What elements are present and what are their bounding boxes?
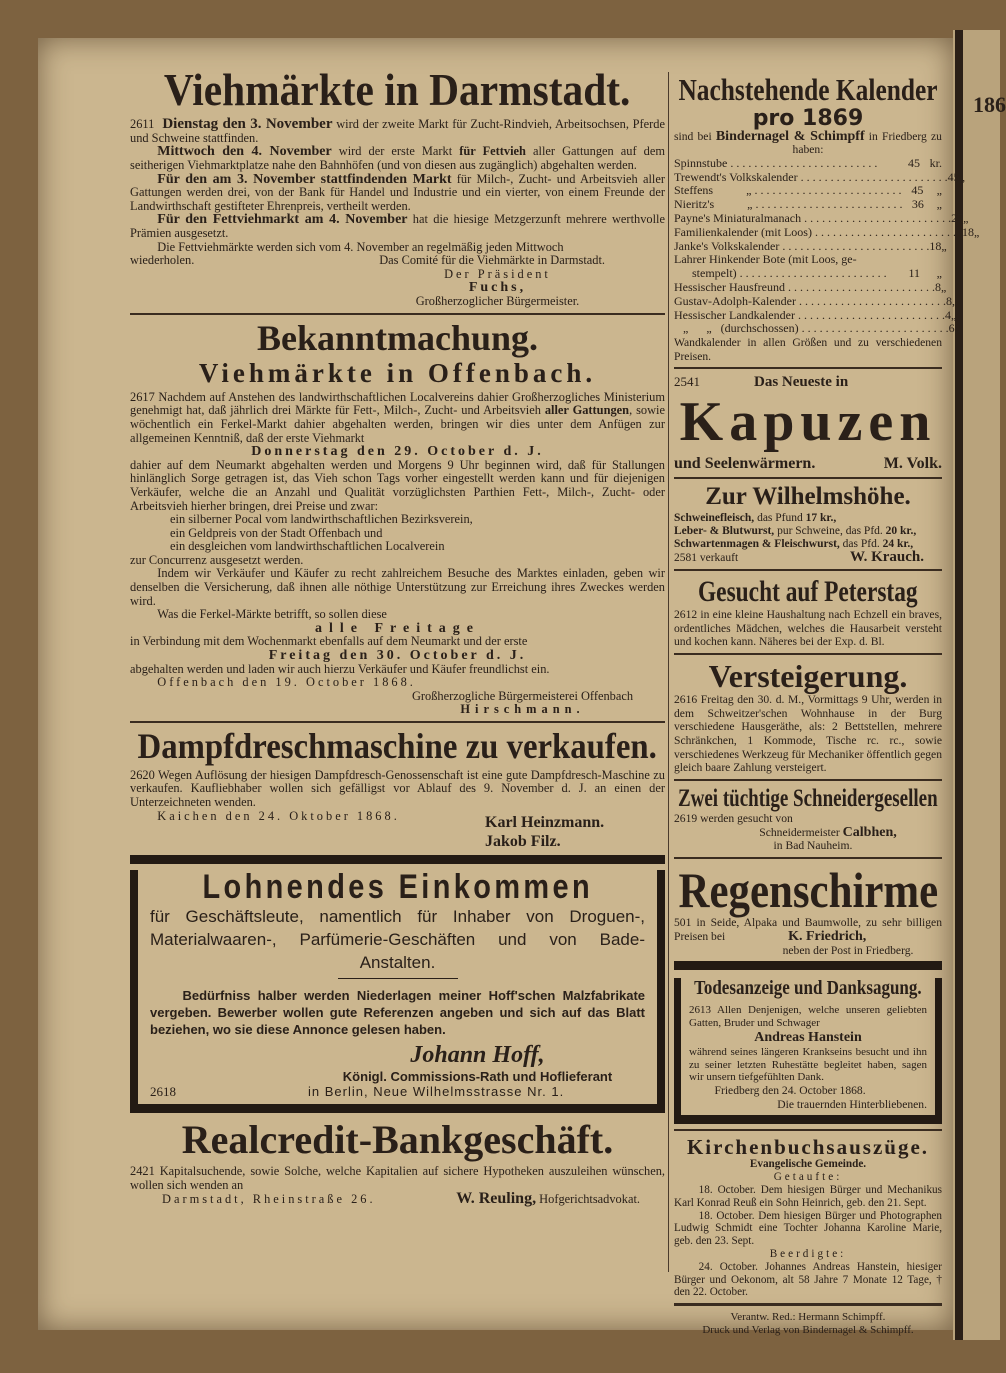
peterstag-title: Gesucht auf Peterstag — [698, 575, 918, 609]
kalender-name: „ „ (durchschossen) . . . — [674, 322, 949, 336]
product: Schwartenmagen & Fleischwurst, — [674, 538, 840, 551]
kalender-item — [674, 184, 942, 198]
kalender-item — [674, 224, 980, 240]
text: zur Concurrenz ausgesetzt werden. — [130, 552, 304, 567]
divider — [674, 653, 942, 655]
date-lead: Dienstag den 3. November — [162, 116, 333, 133]
text: Wegen Auflösung der hiesigen Dampfdresch-Genossenschaft ist eine gute Dampfdresch-Maschine zu verkaufen. Kaufliebhaber wollen sich gefälligst vor Ablauf des 9. November d. J. an einen der Unterzeichneten wenden. — [130, 767, 665, 809]
kalender-price — [894, 253, 920, 267]
text: in Friedberg zu haben: — [792, 129, 942, 157]
box-border-top — [130, 855, 665, 864]
date-lead: Mittwoch den 4. November — [157, 144, 332, 160]
text: in Verbindung mit dem Wochenmarkt ebenfalls auf dem Neumarkt und der erste — [130, 634, 528, 649]
signature-name: M. Volk. — [883, 455, 942, 473]
signature-role: Hofgerichtsadvokat. — [539, 1192, 640, 1207]
market-date: Freitag den 30. October d. J. — [268, 648, 527, 664]
kalender-unit: kr. — [929, 155, 942, 170]
place: in Bad Nauheim. — [773, 839, 853, 853]
kalender-item — [674, 267, 942, 281]
text: Freitag den 30. d. M., Vormittags 9 Uhr, werden in dem Schweitzer'schen Wohnhause in der Burg verschiedene Hausgeräthe, als: 2 Bettstellen, mehrere Schränkchen, 1 Kommode, Tische rc. rc., sowie verschiedenes Werkzeug für Mechaniker öffentlich gegen gleich baare Zahlung versteigert. — [674, 693, 942, 775]
price: 24 kr., — [882, 538, 914, 551]
adjacent-page-year: 186 — [973, 92, 1006, 117]
text: abgehalten werden und laden wir auch hierzu Verkäufer und Käufer freundlichst ein. — [130, 661, 550, 676]
kalender-unit: „ — [973, 224, 980, 239]
kalender-price: 11 — [908, 266, 920, 281]
product: Leber- & Blutwurst, — [674, 525, 775, 538]
text: Was die Ferkel-Märkte betrifft, so sollen diese — [157, 607, 387, 622]
kalender-price: 45 — [947, 169, 960, 184]
kirche-heading-baptized: Getaufte: — [773, 1171, 843, 1184]
hoff-title: Lohnendes Einkommen — [202, 867, 593, 906]
signature-title: Der Präsident — [444, 266, 551, 281]
ad-number: 2611 — [130, 117, 155, 132]
kirche-heading-buried: Beerdigte: — [769, 1247, 847, 1260]
ad-number: 2620 — [130, 767, 155, 782]
box-border-top — [674, 961, 942, 970]
imprint-publisher: Druck und Verlag von Bindernagel & Schimpff. — [702, 1324, 914, 1337]
imprint-editor: Verantw. Red.: Hermann Schimpff. — [730, 1311, 886, 1324]
kalender-unit: „ — [941, 238, 947, 253]
box-border-bottom — [674, 1115, 942, 1124]
darmstadt-title: Viehmärkte in Darmstadt. — [164, 64, 631, 115]
market-date: Donnerstag den 29. October d. J. — [251, 444, 544, 460]
date-lead: Für den am 3. November stattfindenden Markt — [157, 171, 452, 187]
text: , sowie wöchentlich ein Ferkel-Markt dahier abgehalten werden, bringen wir dies unter dem Anfügen zur allgemeinen Kenntniß, daß der erste Viehmarkt — [130, 403, 665, 445]
text: werden gesucht von — [700, 812, 793, 826]
kalender-item — [674, 293, 958, 309]
text: sind bei — [674, 129, 716, 143]
kalender-name: Janke's Volkskalender . . . — [674, 240, 929, 254]
publisher-name: Bindernagel & Schimpff — [715, 128, 865, 144]
kalender-title: Nachstehende Kalender — [678, 72, 938, 107]
kalender-name: Steffens „ . . . — [674, 184, 901, 198]
kalender-year: pro 1869 — [752, 105, 864, 131]
price: 17 kr., — [805, 512, 837, 525]
kalender-price: 45 — [908, 155, 920, 170]
ad-number: 2619 — [674, 812, 698, 826]
kirche-entry: 24. October. Johannes Andreas Hanstein, hiesiger Bürger und Oekonom, alt 58 Jahre 7 Monate 12 Tage, † den 22. October. — [674, 1260, 942, 1299]
place-date: Offenbach den 19. October 1868. — [157, 675, 416, 690]
hoff-signature: Johann Hoff, — [410, 1042, 545, 1069]
kalender-name: stempelt) . . . — [674, 267, 894, 281]
prize-list — [130, 513, 665, 554]
text: in Seide, Alpaka und Baumwolle, zu sehr billigen Preisen bei — [674, 916, 942, 943]
text: aller Gattungen auf dem seitherigen Viehmarktplatze nahe den Bahnhöfen (und von diesen aus zugänglich) abgehalten werden. — [130, 144, 665, 173]
signature-name: W. Reuling, — [456, 1190, 537, 1208]
kalender-item — [674, 211, 969, 226]
text: Kapitalsuchende, sowie Solche, welche Kapitalien auf sichere Hypotheken auszuleihen wünschen, wollen sich wenden an — [130, 1164, 665, 1192]
kapuzen-ad — [674, 374, 942, 473]
wilhelm-ad — [674, 512, 942, 565]
signature: Die trauernden Hinterbliebenen. — [777, 1097, 927, 1111]
kalender-price: 6 — [948, 321, 955, 336]
ad-number: 2616 — [674, 693, 698, 707]
text: Allen Denjenigen, welche unseren geliebten Gatten, Bruder und Schwager — [689, 1004, 927, 1029]
ad-number: 2581 — [674, 552, 697, 565]
dampf-title-wrap — [130, 728, 665, 766]
versteigerung-title: Versteigerung. — [708, 657, 908, 694]
kalender-unit: „ — [963, 211, 969, 226]
piglet-market-days: alle Freitage — [315, 620, 480, 636]
kalender-title-wrap — [674, 74, 942, 107]
offenbach-subtitle-wrap — [130, 359, 665, 387]
signature-name: Jakob Filz. — [485, 832, 561, 850]
text: Schneidermeister — [759, 825, 843, 839]
prize-item: ein Geldpreis von der Stadt Offenbach und — [170, 525, 383, 540]
kalender-item — [674, 157, 942, 171]
kalender-item — [674, 307, 957, 323]
darmstadt-title-wrap — [130, 66, 665, 114]
versteigerung-title-wrap — [674, 657, 942, 694]
ad-number: 2612 — [674, 607, 698, 621]
kapuzen-title: Kapuzen — [679, 391, 937, 454]
right-column — [674, 72, 980, 1337]
bold-text: aller Gattungen — [544, 403, 630, 418]
realcredit-title: Realcredit-Bankgeschäft. — [181, 1117, 614, 1163]
place-date: Friedberg den 24. October 1868. — [714, 1084, 866, 1098]
kalender-price-list — [674, 155, 980, 336]
schneider-title-wrap — [674, 786, 942, 812]
place-date: Kaichen den 24. Oktober 1868. — [157, 808, 400, 823]
text: das Pfd. — [839, 538, 883, 551]
kalender-price: 8 — [934, 280, 941, 294]
realcredit-title-wrap — [130, 1119, 665, 1161]
wilhelm-title: Zur Wilhelmshöhe. — [705, 483, 911, 511]
ad-number: 501 — [674, 916, 692, 930]
divider — [674, 367, 942, 369]
kalender-item — [674, 253, 942, 267]
text: Wandkalender in allen Größen und zu verschiedenen Preisen. — [674, 336, 942, 363]
kalender-item — [674, 238, 947, 254]
signature-name: Hirschmann. — [460, 702, 585, 717]
prize-item: ein desgleichen vom landwirthschaftlichen Localverein — [170, 539, 445, 554]
deceased-name: Andreas Hanstein — [754, 1029, 862, 1045]
kalender-unit: „ — [936, 183, 942, 198]
kirche-title-wrap — [674, 1136, 942, 1158]
text: Das Neueste in — [754, 374, 849, 391]
kalender-name: Gustav-Adolph-Kalender . . . — [674, 295, 946, 309]
kalender-name: Hessischer Hausfreund . . . — [674, 281, 935, 295]
signature-name: Fuchs, — [468, 280, 527, 296]
signature-committee: Das Comité für die Viehmärkte in Darmstadt. — [379, 253, 605, 268]
text: wiederholen. — [130, 253, 195, 268]
address: Darmstadt, Rheinstraße 26. — [162, 1192, 376, 1207]
box-border-bottom — [130, 1104, 665, 1113]
text: und Seelenwärmern. — [674, 455, 816, 473]
tod-title: Todesanzeige und Danksagung. — [694, 977, 922, 1000]
divider — [674, 857, 942, 859]
kalender-unit — [920, 253, 942, 267]
kalender-item — [674, 169, 965, 185]
kalender-unit: „ — [936, 197, 942, 212]
prize-item: ein silberner Pocal vom landwirthschaftlichen Bezirksverein, — [170, 512, 473, 527]
signature-name: Calbhen, — [842, 824, 897, 840]
hoff-subtitle: für Geschäftsleute, namentlich für Inhaber von Droguen-, Materialwaaren-, Parfümerie-Geschäften und von Bade-Anstalten. — [150, 907, 645, 973]
kalender-price: 18 — [961, 224, 974, 239]
peterstag-title-wrap — [674, 576, 942, 608]
kirche-subtitle: Evangelische Gemeinde. — [749, 1158, 867, 1171]
kalender-name: Spinnstube . . . — [674, 157, 894, 171]
text: Die Fettviehmärkte werden sich vom 4. November an regelmäßig jeden Mittwoch — [157, 239, 564, 254]
kalender-unit: „ — [936, 266, 942, 281]
kalender-unit: „ — [940, 280, 947, 294]
kirche-entry: 18. October. Dem hiesigen Bürger und Mechanikus Karl Konrad Reuß ein Sohn Heinrich, geb. den 21. Sept. — [674, 1183, 942, 1209]
offenbach-title: Bekanntmachung. — [256, 317, 539, 358]
divider — [338, 978, 458, 979]
kirche-entry: 18. October. Dem hiesigen Bürger und Photographen Ludwig Schmidt eine Tochter Johanna Karoline Marie, geb. den 23. Sept. — [674, 1209, 942, 1248]
divider — [130, 313, 665, 315]
hoff-title-wrap — [138, 867, 657, 906]
signature-role: Großherzoglicher Bürgermeister. — [415, 294, 580, 309]
dampf-title: Dampfdreschmaschine zu verkaufen. — [137, 726, 658, 766]
kalender-name: Lahrer Hinkender Bote (mit Loos, ge- — [674, 252, 857, 267]
kirche-notice — [674, 1158, 942, 1299]
kalender-price: 4 — [944, 307, 951, 322]
ad-number: 2617 — [130, 389, 155, 404]
darmstadt-notice — [130, 118, 665, 308]
kalender-unit: „ — [959, 169, 965, 184]
text: wird der erste Markt — [331, 144, 460, 159]
kalender-price: 18 — [929, 238, 942, 253]
kalender-price: 45 — [911, 183, 924, 198]
kalender-item — [674, 280, 947, 295]
text: dahier auf dem Neumarkt abgehalten werden und Morgens 9 Uhr beginnen wird, daß für Stallungen hinlänglich Sorge getragen ist, das Vieh schon Tags vorher eingestellt werden kann und für diejenigen Verkäufer, welche die an Anzahl und Qualität vorzüglichsten Parthien Fett-, Milch-, Zucht- oder Arbeitsvieh hierher bringen, drei Preise und zwar: — [130, 457, 665, 513]
price: 20 kr., — [885, 525, 917, 538]
kalender-name: Hessischer Landkalender . . . — [674, 309, 945, 323]
column-divider — [668, 72, 669, 1272]
signature-name: K. Friedrich, — [788, 928, 867, 944]
offenbach-notice — [130, 391, 665, 717]
kalender-item — [674, 198, 942, 212]
signature-name: Karl Heinzmann. — [485, 813, 605, 831]
kalender-unit: „ — [950, 307, 957, 322]
text: wird der zweite Markt für Zucht-Rindvieh, Arbeitsochsen, Pferde und Schweine stattfinden. — [130, 117, 665, 145]
bold-text: für Fettvieh — [459, 144, 526, 159]
text: verkauft — [699, 552, 739, 565]
ad-number: 2618 — [150, 1084, 176, 1100]
peterstag-ad — [674, 608, 942, 649]
text: während seines längeren Krankseins besucht und ihn zu seiner letzten Ruhestätte begleitet haben, sagen wir unsern tiefgefühlten Dank. — [689, 1045, 927, 1084]
ad-number: 2541 — [674, 374, 700, 390]
offenbach-title-wrap — [130, 317, 665, 358]
kirche-title: Kirchenbuchsauszüge. — [686, 1135, 930, 1160]
kalender-price: 27 — [951, 211, 964, 226]
schneider-ad — [674, 812, 942, 853]
text: Nachdem auf Anstehen des landwirthschaftlichen Localvereins dahier Großherzogliches Ministerium genehmigt hat, daß jährlich drei Märkte für Fett-, Milch-, Zucht- und Arbeitsvieh — [130, 389, 665, 418]
hoff-address: in Berlin, Neue Wilhelmsstrasse Nr. 1. — [308, 1084, 565, 1100]
hoff-role: Königl. Commissions-Rath und Hoflieferant — [342, 1069, 613, 1085]
kalender-name: Trewendt's Volkskalender . . . — [674, 171, 948, 185]
kalender-name: Familienkalender (mit Loos) . . . — [674, 226, 962, 240]
tod-title-wrap — [689, 978, 927, 999]
divider — [674, 779, 942, 781]
left-column — [130, 66, 665, 1207]
kalender-price: 8 — [945, 293, 952, 308]
dampf-notice — [130, 769, 665, 851]
price-line — [674, 512, 942, 525]
kalender-unit: „ — [951, 293, 958, 308]
divider — [674, 1303, 942, 1306]
versteigerung-ad — [674, 693, 942, 775]
hoff-text: Bedürfniss halber werden Niederlagen meiner Hoff'schen Malzfabrikate vergeben. Bewerber wollen gute Referenzen angeben und sich auf das Blatt beziehen, wo sie diese Annonce gelesen haben. — [150, 988, 645, 1038]
product: Schweinefleisch, — [674, 512, 755, 525]
ad-number: 2613 — [689, 1004, 711, 1017]
text: das Pfund — [754, 512, 806, 525]
imprint — [674, 1311, 942, 1337]
text: in eine kleine Haushaltung nach Echzell ein braves, ordentliches Mädchen, welches die Hausarbeit versteht und kochen kann. Näheres bei der Exp. d. Bl. — [674, 607, 942, 649]
kapuzen-title-wrap — [674, 393, 942, 452]
text: hat die hiesige Metzgerzunft mehrere werthvolle Prämien ausgesetzt. — [130, 212, 665, 241]
realcredit-notice — [130, 1165, 665, 1207]
signature-name: W. Krauch. — [849, 549, 924, 566]
place: neben der Post in Friedberg. — [782, 943, 914, 957]
hoff-ad — [130, 867, 665, 1105]
divider — [674, 1129, 942, 1131]
regen-title: Regenschirme — [678, 861, 938, 918]
signature-office: Großherzogliche Bürgermeisterei Offenbach — [411, 688, 634, 703]
kalender-year-wrap — [674, 107, 942, 130]
text: pur Schweine, das Pfd. — [774, 525, 886, 538]
kalender-unit: „ — [954, 321, 960, 336]
wilhelm-title-wrap — [674, 484, 942, 510]
divider — [674, 477, 942, 479]
kalender-price: 36 — [911, 197, 924, 212]
text: für Milch-, Zucht- und Arbeitsvieh aller Gattungen werden drei, von der Bank für Handel und Industrie und ein vierter, von einem Freunde der Landwirthschaft gestifteter Ehrenpreis, vertheilt werden. — [130, 171, 666, 213]
kalender-name: Payne's Miniaturalmanach . . . — [674, 212, 951, 226]
regen-title-wrap — [674, 861, 942, 918]
divider — [674, 569, 942, 571]
date-lead: Für den Fettviehmarkt am 4. November — [157, 212, 408, 228]
kalender-item — [674, 321, 960, 336]
kalender-name: Nieritz's „ . . . — [674, 198, 902, 212]
divider — [130, 721, 665, 723]
text: Indem wir Verkäufer und Käufer zu recht zahlreichem Besuche des Marktes einladen, geben wir denselben die Versicherung, daß ihnen alle nöthige Unterstützung zur Erreichung ihres Zweckes werden wird. — [130, 566, 665, 608]
price-line — [674, 525, 942, 538]
kalender-ad — [674, 128, 980, 364]
todesanzeige-box — [674, 978, 942, 1115]
ad-number: 2421 — [130, 1164, 155, 1179]
offenbach-subtitle: Viehmärkte in Offenbach. — [198, 358, 597, 389]
schneider-title: Zwei tüchtige Schneidergesellen — [678, 784, 938, 812]
regen-ad — [674, 916, 942, 957]
